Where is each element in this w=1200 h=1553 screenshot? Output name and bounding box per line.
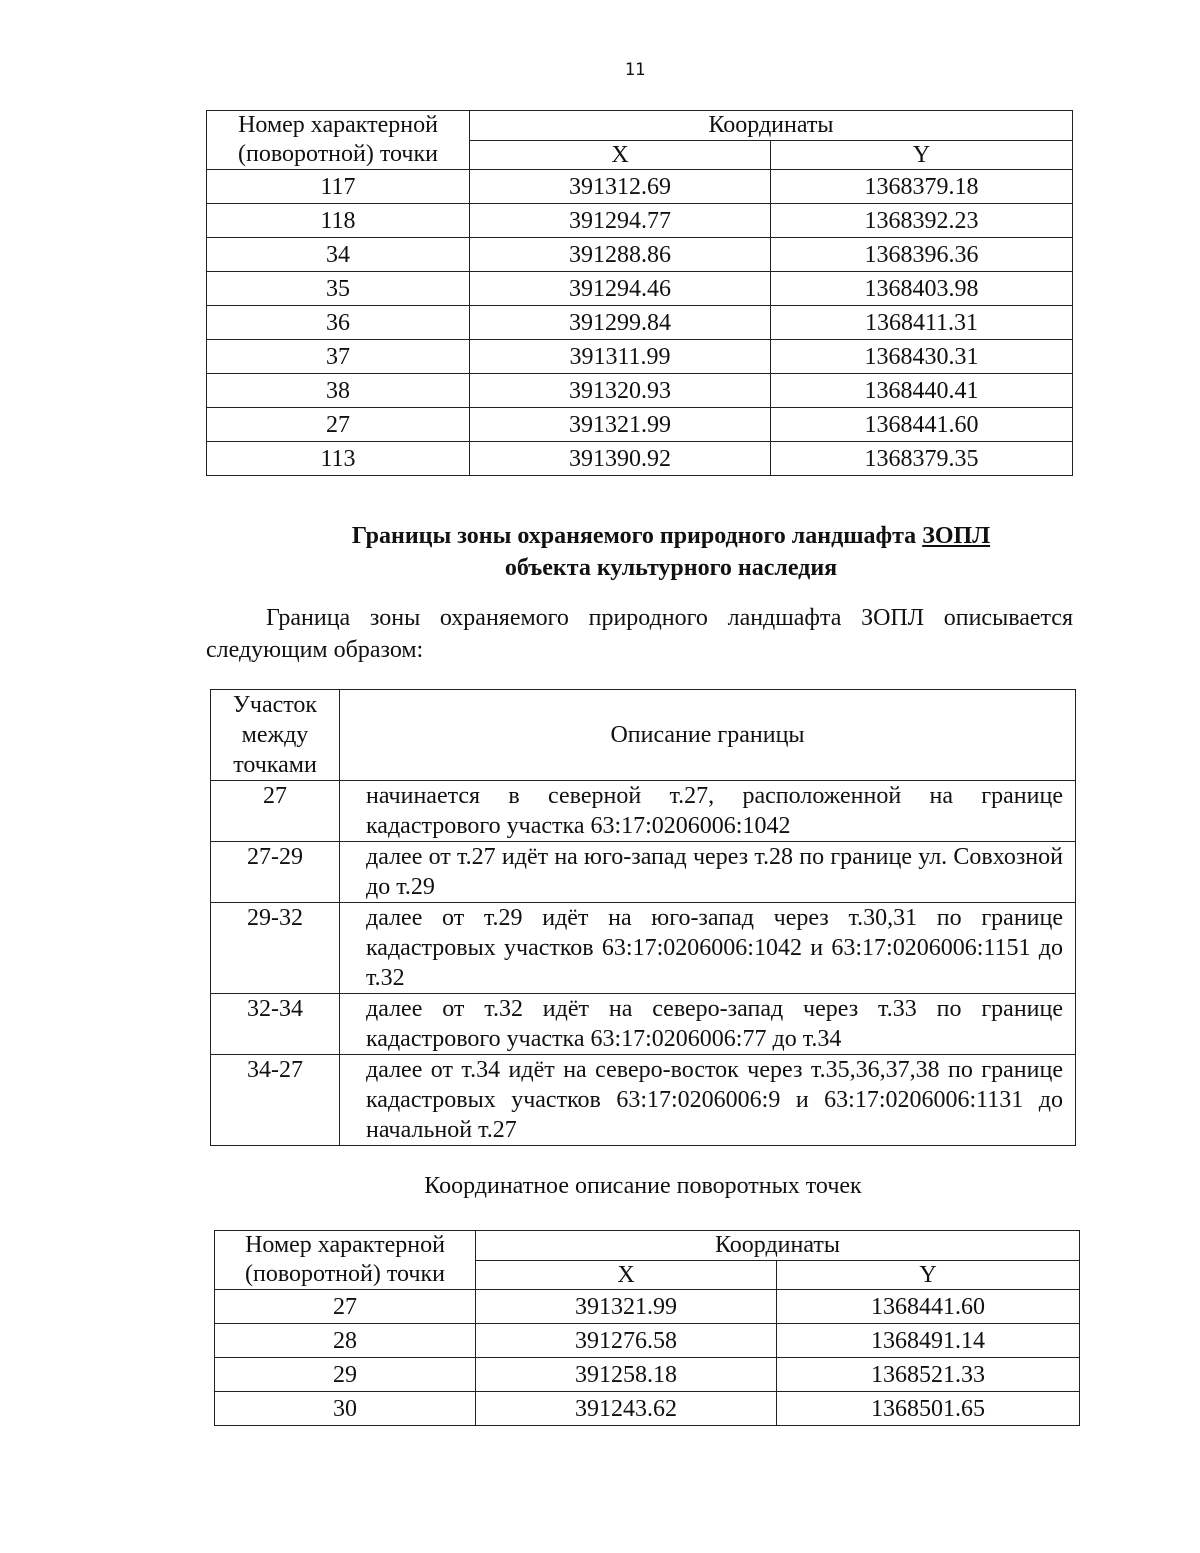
segment: 27: [211, 781, 340, 842]
coord-x: 391299.84: [470, 306, 771, 340]
table-row: [207, 340, 1073, 374]
coordinates-table-1: [206, 110, 1073, 476]
segment: 32-34: [211, 994, 340, 1055]
coordinates-table-1-body: [207, 170, 1073, 476]
coord-y: 1368392.23: [771, 204, 1073, 238]
point-number: 29: [215, 1358, 476, 1392]
coord-x: 391294.46: [470, 272, 771, 306]
description: далее от т.27 идёт на юго-запад через т.28 по границе ул. Совхозной до т.29: [340, 842, 1076, 903]
table-row: [207, 374, 1073, 408]
table-row: [207, 408, 1073, 442]
point-number: 27: [215, 1290, 476, 1324]
coord-x: 391320.93: [470, 374, 771, 408]
page-number: 11: [624, 60, 646, 80]
header-point-line1: Номер характерной: [245, 1232, 445, 1258]
coord-y: 1368491.14: [777, 1324, 1080, 1358]
table-row: [207, 272, 1073, 306]
section-title-line1: Границы зоны охраняемого природного ландшафта: [351, 523, 923, 549]
coordinates-table-2: [214, 1230, 1080, 1426]
description: начинается в северной т.27, расположенной на границе кадастрового участка 63:17:0206006:1042: [340, 781, 1076, 842]
header-y: Y: [771, 140, 1073, 170]
point-number: 35: [207, 272, 470, 306]
point-number: 36: [207, 306, 470, 340]
coord-x: 391390.92: [470, 442, 771, 476]
point-number: 30: [215, 1392, 476, 1426]
header-coordinates: Координаты: [476, 1231, 1080, 1261]
coord-y: 1368411.31: [771, 306, 1073, 340]
coord-y: 1368440.41: [771, 374, 1073, 408]
coord-y: 1368403.98: [771, 272, 1073, 306]
description: далее от т.34 идёт на северо-восток через т.35,36,37,38 по границе кадастровых участков 63:17:0206006:9 и 63:17:0206006:1131 до начальной т.27: [340, 1055, 1076, 1146]
point-number: 38: [207, 374, 470, 408]
boundary-table-body: [211, 781, 1076, 1146]
section-title-line2: объекта культурного наследия: [504, 555, 838, 581]
header-segment-line1: Участок: [232, 692, 318, 718]
coord-y: 1368430.31: [771, 340, 1073, 374]
boundary-table: [210, 689, 1076, 1146]
coordinates-table-2-body: [215, 1290, 1080, 1426]
point-number: 118: [207, 204, 470, 238]
coord-y: 1368441.60: [771, 408, 1073, 442]
coord-x: 391258.18: [476, 1358, 777, 1392]
point-number: 34: [207, 238, 470, 272]
header-point-line2: (поворотной) точки: [238, 141, 438, 167]
coord-x: 391312.69: [470, 170, 771, 204]
table-row: [215, 1358, 1080, 1392]
table-row: [211, 994, 1076, 1055]
header-point-line1: Номер характерной: [238, 112, 438, 138]
table-row: [207, 204, 1073, 238]
header-y: Y: [777, 1260, 1080, 1290]
table-row: [215, 1290, 1080, 1324]
coord-x: 391311.99: [470, 340, 771, 374]
coord-x: 391294.77: [470, 204, 771, 238]
coord-y: 1368501.65: [777, 1392, 1080, 1426]
coord-y: 1368396.36: [771, 238, 1073, 272]
point-number: 117: [207, 170, 470, 204]
table-row: [211, 842, 1076, 903]
table-row: [207, 238, 1073, 272]
header-x: X: [470, 140, 771, 170]
coord-y: 1368521.33: [777, 1358, 1080, 1392]
table-row: [215, 1324, 1080, 1358]
point-number: 37: [207, 340, 470, 374]
point-number: 28: [215, 1324, 476, 1358]
section-title-underlined: ЗОПЛ: [922, 523, 991, 549]
header-point-line2: (поворотной) точки: [245, 1261, 445, 1287]
coord-x: 391276.58: [476, 1324, 777, 1358]
segment: 34-27: [211, 1055, 340, 1146]
description: далее от т.29 идёт на юго-запад через т.30,31 по границе кадастровых участков 63:17:0206006:1042 и 63:17:0206006:1151 до т.32: [340, 903, 1076, 994]
table-row: [211, 781, 1076, 842]
table-row: [215, 1392, 1080, 1426]
intro-paragraph: Граница зоны охраняемого природного ландшафта ЗОПЛ описывается следующим образом:: [206, 605, 1073, 663]
coord-y: 1368379.18: [771, 170, 1073, 204]
coord-x: 391243.62: [476, 1392, 777, 1426]
table-row: [211, 903, 1076, 994]
section-title: [206, 520, 1136, 584]
segment: 27-29: [211, 842, 340, 903]
coord-x: 391288.86: [470, 238, 771, 272]
header-segment: [211, 690, 340, 781]
coord-y: 1368379.35: [771, 442, 1073, 476]
header-segment-line2: между: [241, 722, 309, 748]
description: далее от т.32 идёт на северо-запад через т.33 по границе кадастрового участка 63:17:0206006:77 до т.34: [340, 994, 1076, 1055]
coord-y: 1368441.60: [777, 1290, 1080, 1324]
coord-x: 391321.99: [476, 1290, 777, 1324]
header-point: [207, 111, 470, 170]
header-point: [215, 1231, 476, 1290]
header-description: Описание границы: [340, 690, 1076, 781]
header-segment-line3: точками: [233, 752, 317, 778]
table-row: [207, 170, 1073, 204]
point-number: 27: [207, 408, 470, 442]
header-x: X: [476, 1260, 777, 1290]
table-row: [207, 306, 1073, 340]
table-row: [211, 1055, 1076, 1146]
point-number: 113: [207, 442, 470, 476]
segment: 29-32: [211, 903, 340, 994]
header-coordinates: Координаты: [470, 111, 1073, 141]
coord-x: 391321.99: [470, 408, 771, 442]
table-row: [207, 442, 1073, 476]
coordinates-caption: Координатное описание поворотных точек: [424, 1173, 862, 1199]
